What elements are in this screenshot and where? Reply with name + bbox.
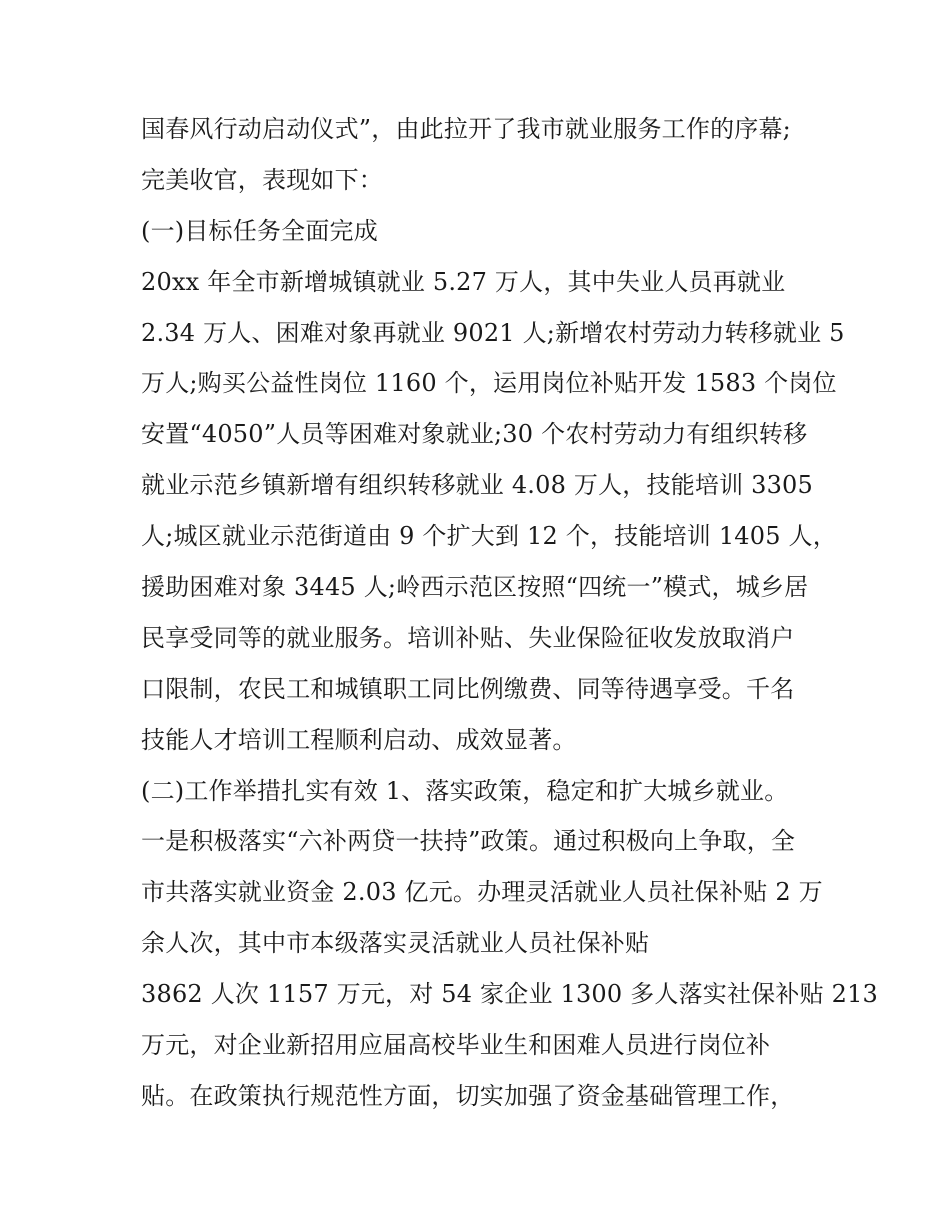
text-line: 万人;购买公益性岗位 1160 个，运用岗位补贴开发 1583 个岗位 [141,369,837,398]
text-line: 余人次，其中市本级落实灵活就业人员社保补贴 [141,929,650,958]
section-heading: (一)目标任务全面完成 [141,216,378,245]
text-line: 人;城区就业示范街道由 9 个扩大到 12 个，技能培训 1405 人， [141,522,837,551]
text-line: 技能人才培训工程顺利启动、成效显著。 [141,725,577,754]
text-line: 2.34 万人、困难对象再就业 9021 人;新增农村劳动力转移就业 5 [141,318,845,347]
text-line: 万元，对企业新招用应届高校毕业生和困难人员进行岗位补 [141,1031,771,1060]
text-line: 就业示范乡镇新增有组织转移就业 4.08 万人，技能培训 3305 [141,471,814,500]
text-line: 国春风行动启动仪式”，由此拉开了我市就业服务工作的序幕; [141,115,791,143]
text-line: 援助困难对象 3445 人;岭西示范区按照“四统一”模式，城乡居 [141,573,809,602]
body-text [141,104,879,1122]
text-line: 完美收官，表现如下： [141,165,383,194]
section-heading: (二)工作举措扎实有效 1、落实政策，稳定和扩大城乡就业。 [141,776,789,805]
text-line: 20xx 年全市新增城镇就业 5.27 万人，其中失业人员再就业 [141,267,786,296]
text-line: 口限制，农民工和城镇职工同比例缴费、同等待遇享受。千名 [141,674,795,703]
text-line: 3862 人次 1157 万元，对 54 家企业 1300 多人落实社保补贴 213 [141,980,879,1009]
text-line: 贴。在政策执行规范性方面，切实加强了资金基础管理工作， [141,1081,795,1110]
text-line: 民享受同等的就业服务。培训补贴、失业保险征收发放取消户 [141,623,795,652]
text-line: 市共落实就业资金 2.03 亿元。办理灵活就业人员社保补贴 2 万 [141,878,823,907]
text-line: 一是积极落实“六补两贷一扶持”政策。通过积极向上争取，全 [141,827,796,856]
text-line: 安置“4050”人员等困难对象就业;30 个农村劳动力有组织转移 [141,420,808,449]
